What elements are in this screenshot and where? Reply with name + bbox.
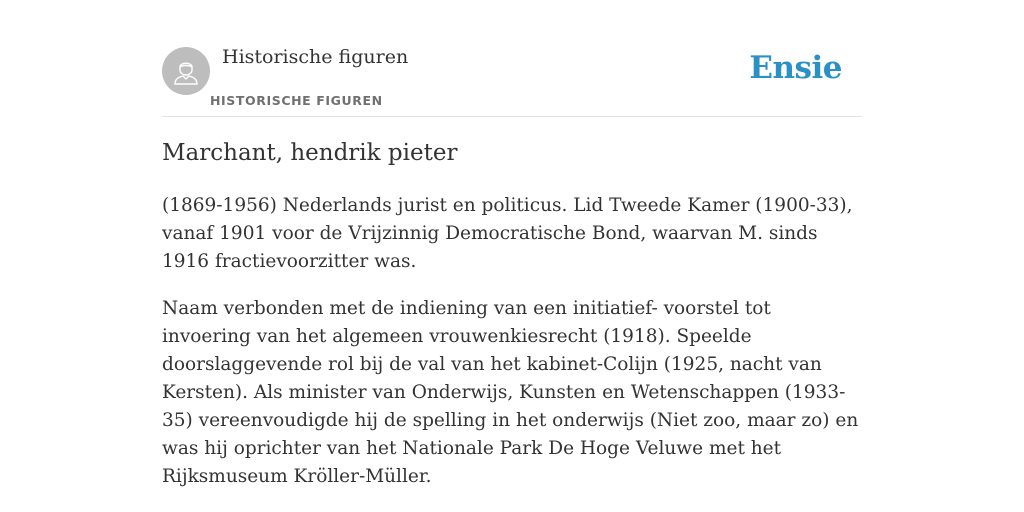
avatar[interactable] [162, 47, 210, 95]
entry-paragraph: (1869-1956) Nederlands jurist en politicus. Lid Tweede Kamer (1900-33), vanaf 1901 voor de Vrijzinnig Democratische Bond, waarvan M. sinds 1916 fractievoorzitter was. [162, 195, 853, 272]
entry-card [162, 0, 862, 487]
entry-header [162, 0, 862, 117]
source-title[interactable]: Historische figuren [222, 46, 409, 68]
user-icon [171, 56, 201, 86]
ensie-logo[interactable]: Ensie [749, 50, 842, 86]
entry-body [162, 192, 862, 510]
source-subtitle: HISTORISCHE FIGUREN [210, 93, 383, 108]
entry-paragraph: Naam verbonden met de indiening van een initiatief- voorstel tot invoering van het algemeen vrouwenkiesrecht (1918). Speelde doorslaggevende rol bij de val van het kabinet-Colijn (1925, nacht van Kersten). Als minister van Onderwijs, Kunsten en Wetenschappen (1933-35) vereenvoudigde hij de spelling in het onderwijs (Niet zoo, maar zo) en was hij oprichter van het Nationale Park De Hoge Veluwe met het Rijksmuseum Kröller-Müller. [162, 298, 859, 487]
page-title: Marchant, hendrik pieter [162, 140, 458, 166]
